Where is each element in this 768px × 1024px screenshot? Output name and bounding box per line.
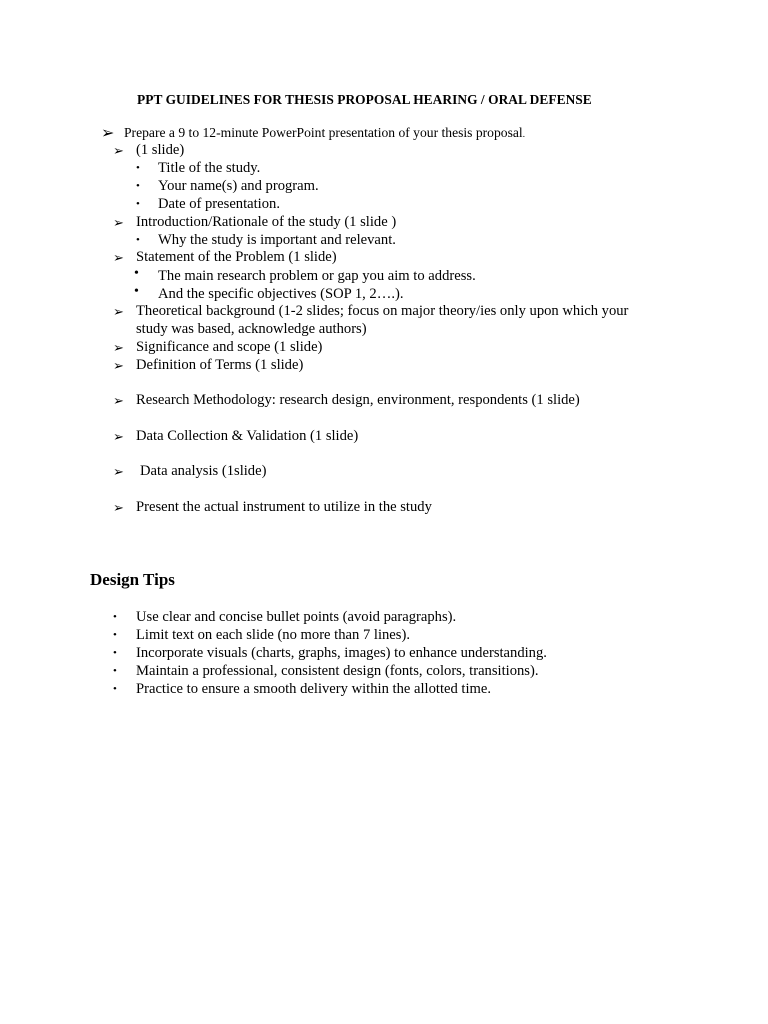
arrow-bullet-icon: ➢ [113, 143, 124, 158]
arrow-bullet-icon: ➢ [113, 464, 124, 479]
bullet-icon: • [136, 180, 140, 192]
introduction-label: Introduction/Rationale of the study (1 slide ) [136, 214, 397, 230]
arrow-bullet-icon: ➢ [113, 304, 124, 319]
list-item: The main research problem or gap you aim to address. [158, 268, 476, 284]
methodology-label: Research Methodology: research design, environment, respondents (1 slide) [136, 392, 580, 408]
arrow-bullet-icon: ➢ [113, 500, 124, 515]
theory-label-line2: study was based, acknowledge authors) [136, 321, 367, 337]
bullet-icon: • [136, 234, 140, 246]
significance-label: Significance and scope (1 slide) [136, 339, 323, 355]
theory-label-line1: Theoretical background (1-2 slides; focus on major theory/ies only upon which your [136, 303, 629, 319]
bullet-icon: • [113, 683, 117, 695]
bullet-icon: • [113, 611, 117, 623]
bullet-icon: • [134, 284, 139, 299]
data-analysis-label: Data analysis (1slide) [140, 463, 267, 479]
list-item: Your name(s) and program. [158, 178, 319, 194]
bullet-icon: • [136, 198, 140, 210]
document-title: PPT GUIDELINES FOR THESIS PROPOSAL HEARING / ORAL DEFENSE [137, 92, 592, 107]
intro-instruction [124, 125, 525, 141]
arrow-bullet-icon: ➢ [113, 358, 124, 373]
title-slide-label: (1 slide) [136, 142, 185, 158]
design-tip-item: Limit text on each slide (no more than 7 lines). [136, 627, 410, 643]
list-item: Why the study is important and relevant. [158, 232, 396, 248]
design-tip-item: Use clear and concise bullet points (avoid paragraphs). [136, 609, 457, 625]
bullet-icon: • [134, 266, 139, 281]
list-item: And the specific objectives (SOP 1, 2….). [158, 286, 404, 302]
intro-text: Prepare a 9 to 12-minute PowerPoint presentation of your thesis proposal [124, 125, 523, 140]
arrow-bullet-icon: ➢ [113, 393, 124, 408]
bullet-icon: • [113, 629, 117, 641]
arrow-bullet-icon: ➢ [113, 250, 124, 265]
design-tip-item: Practice to ensure a smooth delivery within the allotted time. [136, 681, 492, 697]
design-tip-item: Maintain a professional, consistent design (fonts, colors, transitions). [136, 663, 539, 679]
list-item: Date of presentation. [158, 196, 280, 212]
intro-period: . [522, 129, 525, 139]
design-tip-item: Incorporate visuals (charts, graphs, images) to enhance understanding. [136, 645, 547, 661]
instrument-label: Present the actual instrument to utilize in the study [136, 499, 432, 515]
list-item: Title of the study. [158, 160, 261, 176]
bullet-icon: • [113, 647, 117, 659]
arrow-bullet-icon: ➢ [113, 340, 124, 355]
design-tips-heading: Design Tips [90, 570, 175, 589]
problem-label: Statement of the Problem (1 slide) [136, 249, 337, 265]
data-collection-label: Data Collection & Validation (1 slide) [136, 428, 359, 444]
arrow-bullet-icon: ➢ [113, 215, 124, 230]
bullet-icon: • [136, 162, 140, 174]
arrow-bullet-icon: ➢ [113, 429, 124, 444]
bullet-icon: • [113, 665, 117, 677]
arrow-bullet-icon: ➢ [101, 125, 115, 142]
definition-label: Definition of Terms (1 slide) [136, 357, 304, 373]
